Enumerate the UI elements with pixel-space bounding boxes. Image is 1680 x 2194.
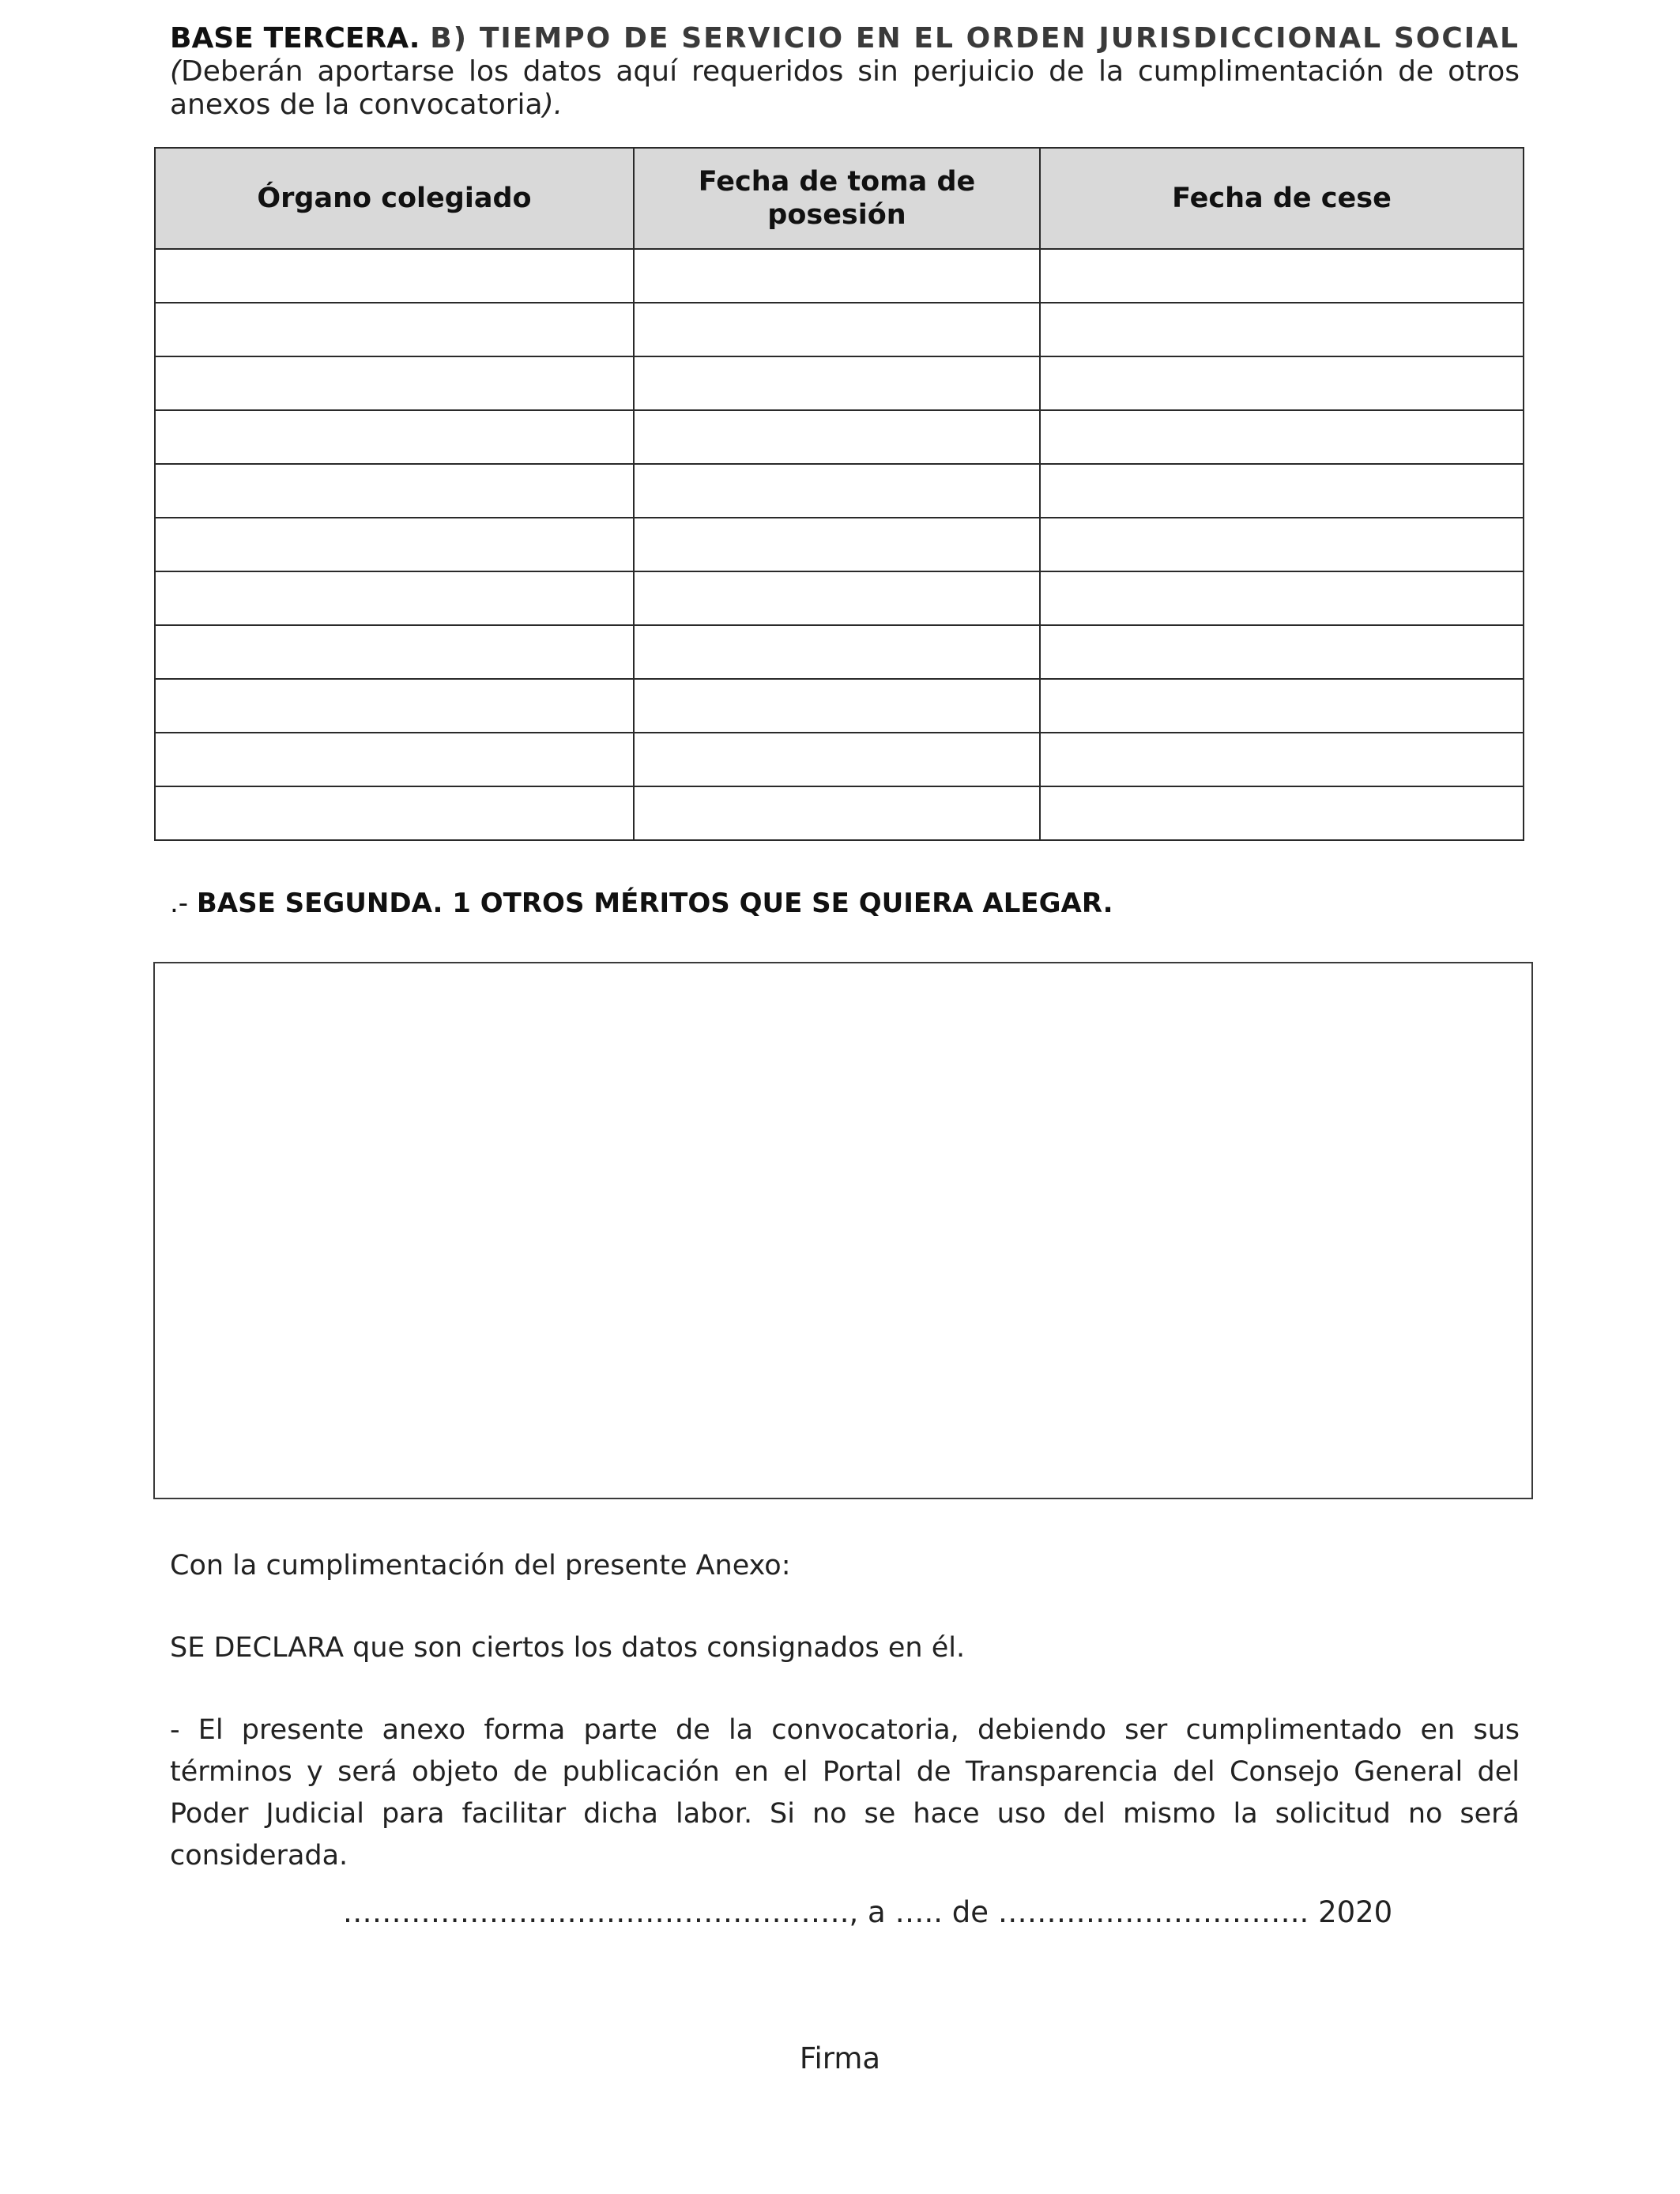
fecha-cese-cell[interactable] <box>1040 733 1524 786</box>
heading-title-bold: BASE TERCERA. <box>170 22 420 55</box>
fecha-cese-cell[interactable] <box>1040 679 1524 733</box>
fecha-cese-cell[interactable] <box>1040 410 1524 464</box>
column-header-organo: Órgano colegiado <box>155 148 634 249</box>
other-merits-title: BASE SEGUNDA. 1 OTROS MÉRITOS QUE SE QUIERA ALEGAR. <box>196 888 1113 919</box>
fecha-posesion-cell[interactable] <box>634 303 1040 356</box>
publication-notice: - El presente anexo forma parte de la convocatoria, debiendo ser cumplimentado en sus términos y será objeto de publicación en el Portal de Transparencia del Consejo General del Poder Judicial para facilitar dicha labor. Si no se hace uso del mismo la solicitud no será considerada. <box>170 1714 1520 1872</box>
heading-title-rest: B) TIEMPO DE SERVICIO EN EL ORDEN JURISDICCIONAL SOCIAL <box>430 22 1520 55</box>
fecha-posesion-cell[interactable] <box>634 464 1040 518</box>
table-row <box>155 410 1524 464</box>
table-row <box>155 679 1524 733</box>
declaration-intro: Con la cumplimentación del presente Anexo: <box>170 1550 791 1581</box>
fecha-posesion-cell[interactable] <box>634 249 1040 303</box>
fecha-posesion-cell[interactable] <box>634 625 1040 679</box>
other-merits-box[interactable] <box>153 962 1533 1499</box>
organo-cell[interactable] <box>155 786 634 840</box>
other-merits-prefix: .- <box>170 888 197 919</box>
table-row <box>155 786 1524 840</box>
heading-title <box>170 22 1520 55</box>
organo-cell[interactable] <box>155 733 634 786</box>
table-row <box>155 464 1524 518</box>
organo-cell[interactable] <box>155 679 634 733</box>
section-heading <box>170 22 1520 122</box>
place-date-line: ……………………………………………., a ….. de ………………………….. 2020 <box>342 1895 1393 1929</box>
note-open-paren: ( <box>170 55 182 88</box>
organo-cell[interactable] <box>155 249 634 303</box>
signature-label: Firma <box>799 2041 881 2075</box>
fecha-posesion-cell[interactable] <box>634 571 1040 625</box>
fecha-posesion-cell[interactable] <box>634 733 1040 786</box>
table-row <box>155 303 1524 356</box>
fecha-cese-cell[interactable] <box>1040 625 1524 679</box>
organo-cell[interactable] <box>155 356 634 410</box>
fecha-cese-cell[interactable] <box>1040 249 1524 303</box>
organo-cell[interactable] <box>155 518 634 571</box>
note-close-paren: ). <box>542 89 563 121</box>
fecha-cese-cell[interactable] <box>1040 571 1524 625</box>
fecha-cese-cell[interactable] <box>1040 518 1524 571</box>
heading-note-text: Deberán aportarse los datos aquí requeridos sin perjuicio de la cumplimentación de otros anexos de la convocatoria <box>170 55 1520 121</box>
declaration-statement: SE DECLARA que son ciertos los datos consignados en él. <box>170 1632 966 1664</box>
fecha-cese-cell[interactable] <box>1040 786 1524 840</box>
fecha-posesion-cell[interactable] <box>634 679 1040 733</box>
table-row <box>155 733 1524 786</box>
organo-cell[interactable] <box>155 571 634 625</box>
organo-cell[interactable] <box>155 464 634 518</box>
other-merits-heading <box>170 887 1113 920</box>
heading-note <box>170 55 1520 122</box>
column-header-fecha-cese: Fecha de cese <box>1040 148 1524 249</box>
fecha-posesion-cell[interactable] <box>634 786 1040 840</box>
table-row <box>155 356 1524 410</box>
organo-cell[interactable] <box>155 410 634 464</box>
table-header-row <box>155 148 1524 249</box>
column-header-fecha-posesion: Fecha de toma de posesión <box>634 148 1040 249</box>
fecha-posesion-cell[interactable] <box>634 356 1040 410</box>
table-row <box>155 625 1524 679</box>
fecha-posesion-cell[interactable] <box>634 410 1040 464</box>
fecha-cese-cell[interactable] <box>1040 303 1524 356</box>
fecha-cese-cell[interactable] <box>1040 356 1524 410</box>
table-row <box>155 518 1524 571</box>
organo-cell[interactable] <box>155 303 634 356</box>
service-time-table <box>154 147 1524 841</box>
table-row <box>155 571 1524 625</box>
fecha-cese-cell[interactable] <box>1040 464 1524 518</box>
fecha-posesion-cell[interactable] <box>634 518 1040 571</box>
organo-cell[interactable] <box>155 625 634 679</box>
table-row <box>155 249 1524 303</box>
